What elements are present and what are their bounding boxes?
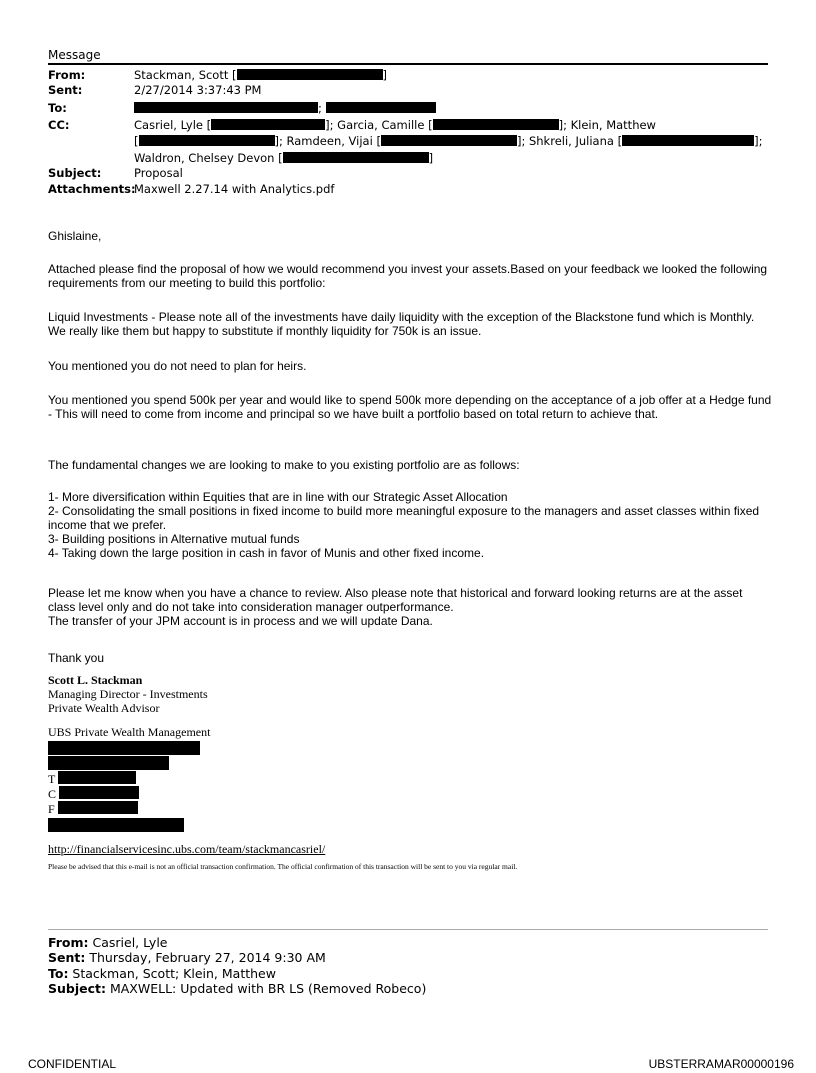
- confidential-label: CONFIDENTIAL: [28, 1057, 117, 1071]
- cc-label: CC:: [48, 118, 70, 132]
- body-paragraph-4: You mentioned you spend 500k per year and would like to spend 500k more depending on the acceptance of a job offer at a Hedge fund - This will need to come from income and principal so we have built a portfolio based on total return to achieve that.: [48, 393, 772, 421]
- signature-title: Managing Director - Investments: [48, 687, 208, 701]
- redaction-block: [48, 756, 169, 770]
- from-label: From:: [48, 68, 86, 82]
- redaction-block: [58, 771, 136, 784]
- signature-role: Private Wealth Advisor: [48, 701, 160, 715]
- redaction-block: [58, 801, 138, 814]
- cc-value-line3: Waldron, Chelsey Devon [ ]: [134, 151, 434, 165]
- sent-value: 2/27/2014 3:37:43 PM: [134, 83, 262, 97]
- cell-line: C: [48, 786, 139, 801]
- attachments-label: Attachments:: [48, 182, 136, 196]
- to-value: ;: [134, 101, 436, 116]
- signature-name: Scott L. Stackman: [48, 673, 143, 687]
- forwarded-subject: Subject: MAXWELL: Updated with BR LS (Removed Robeco): [48, 981, 427, 996]
- transfer-note: The transfer of your JPM account is in process and we will update Dana.: [48, 614, 433, 628]
- signature-company: UBS Private Wealth Management: [48, 725, 211, 739]
- phone-line: T: [48, 771, 136, 786]
- forwarded-from: From: Casriel, Lyle: [48, 935, 168, 950]
- body-paragraph-1: Attached please find the proposal of how we would recommend you invest your assets.Based on your feedback we looked the following requirements from our meeting to build this portfolio:: [48, 262, 768, 290]
- redaction-block: [48, 741, 200, 755]
- message-title: Message: [48, 48, 101, 62]
- header-divider: [48, 63, 768, 65]
- bates-number: UBSTERRAMAR00000196: [648, 1057, 794, 1071]
- list-item: 4- Taking down the large position in cash in favor of Munis and other fixed income.: [48, 546, 485, 560]
- subject-label: Subject:: [48, 166, 102, 180]
- body-paragraph-6: [48, 586, 773, 628]
- from-value: Stackman, Scott [ ]: [134, 68, 388, 82]
- subject-value: Proposal: [134, 166, 183, 180]
- redaction-block: [326, 102, 436, 113]
- body-paragraph-5: The fundamental changes we are looking to make to you existing portfolio are as follows:: [48, 458, 520, 472]
- attachment-link[interactable]: Maxwell 2.27.14 with Analytics.pdf: [134, 182, 335, 196]
- list-item: 3- Building positions in Alternative mutual funds: [48, 532, 300, 546]
- redaction-block: [48, 818, 184, 832]
- redaction-block: [433, 119, 559, 130]
- body-paragraph-2: Liquid Investments - Please note all of the investments have daily liquidity with the exception of the Blackstone fund which is Monthly. We really like them but happy to substitute if monthly liquidity for 750k is an issue.: [48, 310, 755, 338]
- fax-line: F: [48, 801, 138, 816]
- signature-block: [48, 673, 208, 715]
- redaction-block: [134, 102, 318, 113]
- redaction-block: [622, 135, 754, 146]
- redaction-block: [59, 786, 139, 799]
- body-paragraph-3: You mentioned you do not need to plan for heirs.: [48, 359, 307, 373]
- cc-value-line2: [ ]; Ramdeen, Vijai [ ]; Shkreli, Juliana [ ];: [134, 134, 763, 148]
- review-note: Please let me know when you have a chance to review. Also please note that historical and forward looking returns are at the asset class level only and do not take into consideration manager outperformance.: [48, 586, 743, 614]
- cc-value-line1: Casriel, Lyle [ ]; Garcia, Camille [ ]; Klein, Matthew: [134, 118, 656, 132]
- redaction-block: [211, 119, 325, 130]
- list-item: 1- More diversification within Equities that are in line with our Strategic Asset Allocation: [48, 490, 508, 504]
- changes-list: [48, 490, 773, 560]
- forward-divider: [48, 929, 768, 930]
- closing: Thank you: [48, 651, 105, 665]
- redaction-block: [139, 135, 275, 146]
- team-website-link[interactable]: http://financialservicesinc.ubs.com/team/stackmancasriel/: [48, 842, 326, 856]
- sent-label: Sent:: [48, 83, 83, 97]
- forwarded-sent: Sent: Thursday, February 27, 2014 9:30 AM: [48, 950, 326, 965]
- redaction-block: [237, 69, 383, 80]
- redaction-block: [381, 135, 517, 146]
- disclaimer: Please be advised that this e-mail is not an official transaction confirmation. The official confirmation of this transaction will be sent to you via regular mail.: [48, 862, 518, 871]
- to-label: To:: [48, 101, 67, 115]
- list-item: 2- Consolidating the small positions in fixed income to build more meaningful exposure to the managers and asset classes within fixed income that we prefer.: [48, 504, 760, 532]
- redaction-block: [283, 152, 429, 163]
- greeting: Ghislaine,: [48, 229, 102, 243]
- forwarded-to: To: Stackman, Scott; Klein, Matthew: [48, 966, 276, 981]
